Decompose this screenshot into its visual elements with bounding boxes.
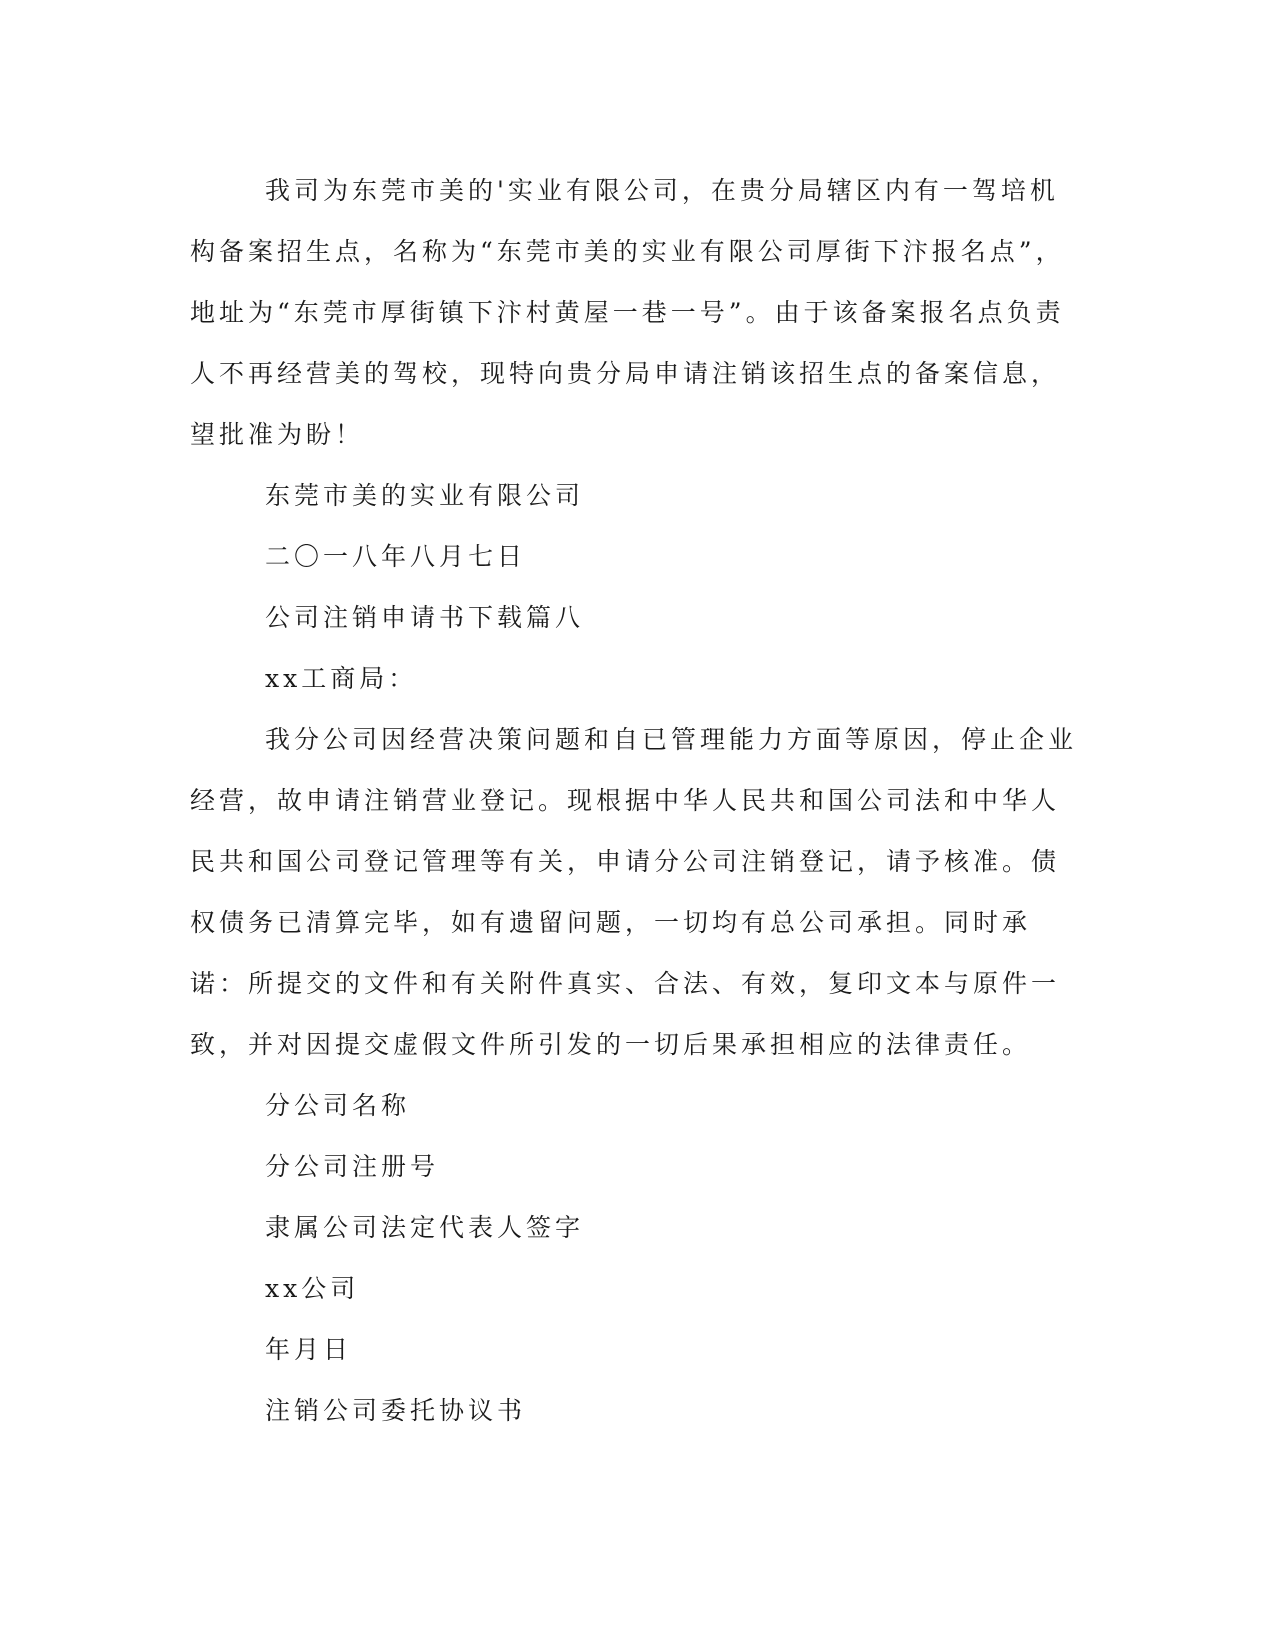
company-name-line: xx公司 (265, 1274, 360, 1303)
document-body (190, 160, 1085, 1441)
section-heading: 公司注销申请书下载篇八 (265, 603, 585, 632)
date-placeholder: 年月日 (265, 1335, 353, 1364)
paragraph-branch-cancellation: 我分公司因经营决策问题和自已管理能力方面等原因，停止企业经营，故申请注销营业登记。现根据中华人民共和国公司法和中华人民共和国公司登记管理等有关，申请分公司注销登记，请予核准。债权债务已清算完毕，如有遗留问题，一切均有总公司承担。同时承诺：所提交的文件和有关附件真实、合法、有效，复印文本与原件一致，并对因提交虚假文件所引发的一切后果承担相应的法律责任。 (190, 725, 1078, 1059)
next-section-title: 注销公司委托协议书 (265, 1396, 527, 1425)
branch-registration-field: 分公司注册号 (265, 1152, 440, 1181)
legal-representative-field: 隶属公司法定代表人签字 (265, 1213, 585, 1242)
branch-name-field: 分公司名称 (265, 1091, 411, 1120)
company-signature: 东莞市美的实业有限公司 (265, 481, 585, 510)
date-line: 二〇一八年八月七日 (265, 542, 527, 571)
paragraph-filing-cancellation: 我司为东莞市美的'实业有限公司，在贵分局辖区内有一驾培机构备案招生点，名称为“东莞市美的实业有限公司厚街下汴报名点”，地址为“东莞市厚街镇下汴村黄屋一巷一号”。由于该备案报名点负责人不再经营美的驾校，现特向贵分局申请注销该招生点的备案信息，望批准为盼！ (190, 176, 1065, 449)
addressee: xx工商局： (265, 664, 418, 693)
